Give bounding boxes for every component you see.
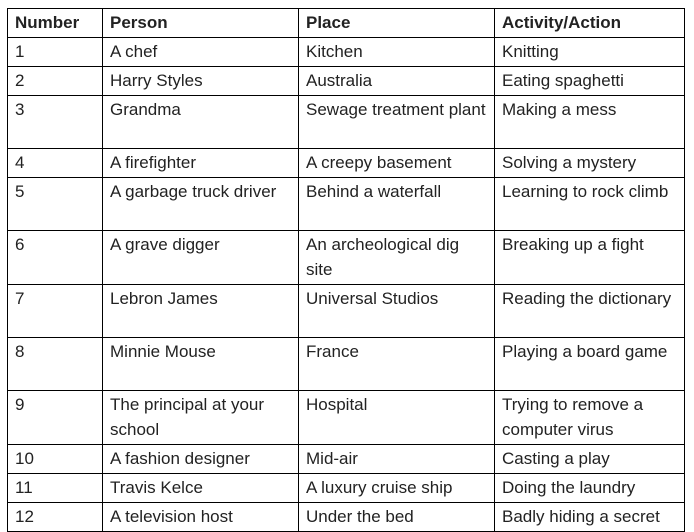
header-activity: Activity/Action (495, 9, 685, 38)
activity-cell: Casting a play (495, 445, 685, 474)
person-cell: A chef (103, 38, 299, 67)
activity-cell: Breaking up a fight (495, 231, 685, 285)
number-cell: 9 (8, 391, 103, 445)
place-cell: France (299, 338, 495, 391)
table-row (8, 285, 685, 338)
person-cell: Travis Kelce (103, 474, 299, 503)
place-cell: Behind a waterfall (299, 178, 495, 231)
header-number: Number (8, 9, 103, 38)
number-cell: 4 (8, 149, 103, 178)
number-cell: 2 (8, 67, 103, 96)
person-cell: The principal at your school (103, 391, 299, 445)
number-cell: 12 (8, 503, 103, 532)
table-row (8, 391, 685, 445)
activity-cell: Reading the dictionary (495, 285, 685, 338)
place-cell: An archeological dig site (299, 231, 495, 285)
activity-cell: Eating spaghetti (495, 67, 685, 96)
person-cell: Harry Styles (103, 67, 299, 96)
place-cell: Australia (299, 67, 495, 96)
number-cell: 7 (8, 285, 103, 338)
number-cell: 5 (8, 178, 103, 231)
number-cell: 6 (8, 231, 103, 285)
number-cell: 10 (8, 445, 103, 474)
activity-cell: Badly hiding a secret (495, 503, 685, 532)
activity-cell: Making a mess (495, 96, 685, 149)
content-wrapper (7, 8, 685, 532)
table-row (8, 445, 685, 474)
header-place: Place (299, 9, 495, 38)
prompt-table (7, 8, 685, 532)
person-cell: A grave digger (103, 231, 299, 285)
activity-cell: Trying to remove a computer virus (495, 391, 685, 445)
table-row (8, 67, 685, 96)
table-row (8, 503, 685, 532)
place-cell: Mid-air (299, 445, 495, 474)
place-cell: A luxury cruise ship (299, 474, 495, 503)
person-cell: A television host (103, 503, 299, 532)
person-cell: Lebron James (103, 285, 299, 338)
number-cell: 1 (8, 38, 103, 67)
place-cell: Universal Studios (299, 285, 495, 338)
table-row (8, 149, 685, 178)
activity-cell: Knitting (495, 38, 685, 67)
place-cell: A creepy basement (299, 149, 495, 178)
activity-cell: Solving a mystery (495, 149, 685, 178)
header-person: Person (103, 9, 299, 38)
person-cell: A garbage truck driver (103, 178, 299, 231)
place-cell: Under the bed (299, 503, 495, 532)
place-cell: Hospital (299, 391, 495, 445)
person-cell: Minnie Mouse (103, 338, 299, 391)
person-cell: A firefighter (103, 149, 299, 178)
place-cell: Kitchen (299, 38, 495, 67)
number-cell: 11 (8, 474, 103, 503)
person-cell: Grandma (103, 96, 299, 149)
table-row (8, 178, 685, 231)
table-row (8, 96, 685, 149)
activity-cell: Learning to rock climb (495, 178, 685, 231)
number-cell: 3 (8, 96, 103, 149)
table-row (8, 338, 685, 391)
number-cell: 8 (8, 338, 103, 391)
table-row (8, 474, 685, 503)
header-row (8, 9, 685, 38)
activity-cell: Doing the laundry (495, 474, 685, 503)
activity-cell: Playing a board game (495, 338, 685, 391)
place-cell: Sewage treatment plant (299, 96, 495, 149)
table-row (8, 231, 685, 285)
table-row (8, 38, 685, 67)
person-cell: A fashion designer (103, 445, 299, 474)
